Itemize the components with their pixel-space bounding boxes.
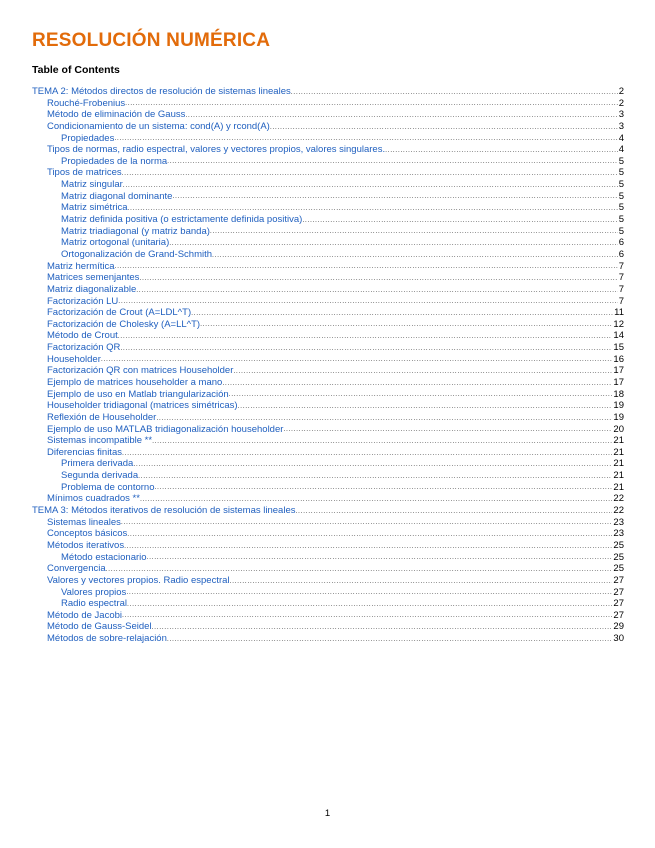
- toc-leader-dots: [152, 622, 613, 633]
- toc-entry-title[interactable]: Matriz triadiagonal (y matriz banda): [61, 225, 210, 237]
- toc-entry-title[interactable]: Matriz definida positiva (o estrictamente definida positiva): [61, 214, 303, 226]
- toc-entry-title[interactable]: Matrices semenjantes: [47, 272, 140, 284]
- toc-entry-title[interactable]: Reflexión de Householder: [47, 411, 157, 423]
- toc-leader-dots: [222, 378, 612, 389]
- toc-entry-page[interactable]: 3: [618, 109, 624, 121]
- toc-leader-dots: [210, 226, 618, 237]
- toc-leader-dots: [127, 599, 612, 610]
- toc-entry[interactable]: [32, 621, 624, 633]
- toc-entry-title[interactable]: Propiedades: [61, 132, 115, 144]
- toc-leader-dots: [115, 261, 618, 272]
- toc-entry-page[interactable]: 14: [613, 330, 624, 342]
- toc-entry[interactable]: [32, 563, 624, 575]
- toc-entry-title[interactable]: Método estacionario: [61, 551, 147, 563]
- toc-entry-page[interactable]: 25: [613, 563, 624, 575]
- toc-entry-title[interactable]: Matriz diagonalizable: [47, 283, 137, 295]
- toc-entry-title[interactable]: Primera derivada: [61, 458, 134, 470]
- toc-leader-dots: [125, 98, 618, 109]
- toc-leader-dots: [229, 389, 613, 400]
- toc-entry-title[interactable]: Mínimos cuadrados **: [47, 493, 140, 505]
- table-of-contents: [32, 86, 624, 645]
- toc-entry-page[interactable]: 5: [618, 179, 624, 191]
- toc-entry[interactable]: [32, 587, 624, 599]
- toc-entry-title[interactable]: Ejemplo de uso MATLAB tridiagonalización householder: [47, 423, 284, 435]
- toc-entry[interactable]: [32, 191, 624, 203]
- toc-entry[interactable]: [32, 307, 624, 319]
- toc-entry-page[interactable]: 23: [613, 528, 624, 540]
- toc-entry-page[interactable]: 19: [613, 411, 624, 423]
- toc-entry[interactable]: [32, 167, 624, 179]
- toc-entry-title[interactable]: Ejemplo de matrices householder a mano: [47, 377, 223, 388]
- toc-entry[interactable]: [32, 144, 624, 156]
- toc-entry-page[interactable]: 16: [613, 353, 624, 365]
- toc-entry-page[interactable]: 30: [613, 633, 624, 645]
- toc-entry[interactable]: [32, 296, 624, 308]
- toc-entry-page[interactable]: 5: [618, 167, 624, 179]
- toc-leader-dots: [140, 494, 612, 505]
- toc-leader-dots: [169, 238, 617, 249]
- toc-entry-page[interactable]: 7: [618, 260, 624, 272]
- toc-entry-page[interactable]: 21: [613, 435, 624, 447]
- toc-entry[interactable]: [32, 517, 624, 529]
- toc-entry-title[interactable]: Método de eliminación de Gauss: [47, 109, 186, 121]
- toc-entry-title[interactable]: Factorización de Cholesky (A=LL^T): [47, 318, 201, 330]
- document-title: RESOLUCIÓN NUMÉRICA: [32, 30, 271, 51]
- toc-entry[interactable]: [32, 284, 624, 296]
- toc-entry-page[interactable]: 15: [613, 342, 624, 354]
- toc-entry[interactable]: [32, 470, 624, 482]
- toc-entry-title[interactable]: Condicionamiento de un sistema: cond(A) y rcond(A): [47, 120, 270, 132]
- toc-leader-dots: [122, 168, 618, 179]
- toc-leader-dots: [167, 634, 613, 645]
- toc-entry-title[interactable]: Ortogonalización de Grand-Schmith: [61, 248, 213, 260]
- toc-entry-title[interactable]: Tipos de normas, radio espectral, valores y vectores propios, valores singulares.: [47, 144, 386, 156]
- toc-entry-title[interactable]: Matriz ortogonal (unitaria): [61, 237, 170, 249]
- toc-entry[interactable]: [32, 319, 624, 331]
- toc-entry-title[interactable]: Rouché-Frobenius: [47, 97, 126, 109]
- toc-entry[interactable]: [32, 505, 624, 517]
- toc-leader-dots: [167, 156, 618, 167]
- toc-entry[interactable]: [32, 226, 624, 238]
- toc-entry-title[interactable]: Matriz diagonal dominante: [61, 190, 173, 202]
- toc-entry-page[interactable]: 6: [618, 237, 624, 249]
- toc-entry[interactable]: [32, 365, 624, 377]
- toc-entry[interactable]: [32, 86, 624, 98]
- toc-leader-dots: [200, 319, 612, 330]
- toc-entry-title[interactable]: Métodos iterativos: [47, 539, 125, 551]
- toc-leader-dots: [302, 215, 617, 226]
- toc-leader-dots: [124, 541, 612, 552]
- toc-entry-title[interactable]: Métodos de sobre-relajación: [47, 633, 167, 645]
- toc-heading: Table of Contents: [32, 64, 120, 76]
- toc-entry[interactable]: [32, 493, 624, 505]
- toc-entry[interactable]: [32, 133, 624, 145]
- toc-entry[interactable]: [32, 214, 624, 226]
- toc-entry-page[interactable]: 20: [613, 423, 624, 435]
- toc-entry-title[interactable]: Sistemas incompatible **: [47, 435, 153, 447]
- toc-entry[interactable]: [32, 377, 624, 389]
- toc-entry-page[interactable]: 17: [613, 377, 624, 388]
- toc-entry[interactable]: [32, 482, 624, 494]
- toc-leader-dots: [233, 366, 612, 377]
- toc-leader-dots: [156, 413, 612, 424]
- toc-leader-dots: [118, 296, 617, 307]
- toc-leader-dots: [230, 576, 613, 587]
- toc-entry[interactable]: [32, 575, 624, 587]
- toc-leader-dots: [133, 459, 612, 470]
- toc-entry-title[interactable]: Método de Jacobi: [47, 609, 122, 621]
- toc-entry-title[interactable]: Propiedades de la norma: [61, 155, 168, 167]
- toc-entry-page[interactable]: 29: [613, 621, 624, 633]
- toc-entry-title[interactable]: Ejemplo de uso en Matlab triangularización: [47, 388, 229, 400]
- toc-leader-dots: [212, 250, 618, 261]
- toc-leader-dots: [147, 552, 613, 563]
- toc-entry[interactable]: [32, 552, 624, 564]
- toc-entry[interactable]: [32, 400, 624, 412]
- toc-leader-dots: [283, 424, 612, 435]
- toc-entry-title[interactable]: Valores y vectores propios. Radio espectral: [47, 574, 230, 586]
- toc-entry-title[interactable]: Matriz simétrica: [61, 202, 128, 214]
- toc-entry[interactable]: [32, 261, 624, 273]
- toc-entry[interactable]: [32, 98, 624, 110]
- toc-leader-dots: [385, 145, 618, 156]
- toc-entry-title[interactable]: Conceptos básicos: [47, 528, 128, 540]
- toc-entry-title[interactable]: Factorización QR con matrices Householder: [47, 365, 234, 377]
- toc-leader-dots: [118, 331, 613, 342]
- toc-entry[interactable]: [32, 459, 624, 471]
- toc-entry-title[interactable]: Radio espectral: [61, 598, 128, 610]
- toc-entry-page[interactable]: 4: [618, 144, 624, 156]
- toc-leader-dots: [296, 506, 613, 517]
- toc-entry-page[interactable]: 27: [613, 609, 624, 621]
- toc-entry-page[interactable]: 17: [613, 365, 624, 377]
- toc-entry-page[interactable]: 21: [613, 446, 624, 458]
- toc-leader-dots: [172, 191, 617, 202]
- toc-leader-dots: [106, 564, 613, 575]
- toc-entry-page[interactable]: 3: [618, 120, 624, 132]
- toc-entry[interactable]: [32, 540, 624, 552]
- toc-entry-title[interactable]: Valores propios: [61, 586, 127, 598]
- toc-entry-title[interactable]: Factorización QR: [47, 342, 121, 354]
- toc-entry-page[interactable]: 12: [613, 318, 624, 330]
- toc-entry[interactable]: [32, 272, 624, 284]
- toc-entry-page[interactable]: 21: [613, 458, 624, 470]
- toc-entry-page[interactable]: 5: [618, 225, 624, 237]
- toc-entry-page[interactable]: 5: [618, 190, 624, 202]
- toc-leader-dots: [121, 517, 613, 528]
- toc-leader-dots: [126, 587, 612, 598]
- toc-entry-page[interactable]: 2: [618, 97, 624, 109]
- toc-entry-title[interactable]: Matriz singular: [61, 179, 123, 191]
- toc-leader-dots: [238, 401, 613, 412]
- toc-entry-title[interactable]: Problema de contorno: [61, 481, 155, 493]
- toc-entry[interactable]: [32, 610, 624, 622]
- toc-entry-page[interactable]: 25: [613, 551, 624, 563]
- toc-entry[interactable]: [32, 249, 624, 261]
- toc-entry-title[interactable]: Householder: [47, 353, 101, 365]
- toc-entry[interactable]: [32, 237, 624, 249]
- toc-entry[interactable]: [32, 424, 624, 436]
- toc-leader-dots: [270, 122, 618, 133]
- toc-entry[interactable]: [32, 342, 624, 354]
- toc-entry-title[interactable]: Diferencias finitas: [47, 446, 122, 458]
- toc-leader-dots: [122, 448, 612, 459]
- toc-entry-page[interactable]: 7: [618, 283, 624, 295]
- toc-entry-page[interactable]: 11: [614, 307, 624, 319]
- toc-entry[interactable]: [32, 179, 624, 191]
- toc-entry-page[interactable]: 27: [613, 598, 624, 610]
- toc-leader-dots: [128, 203, 618, 214]
- toc-entry-page[interactable]: 23: [613, 516, 624, 528]
- toc-entry[interactable]: [32, 528, 624, 540]
- toc-leader-dots: [291, 87, 618, 98]
- toc-entry[interactable]: [32, 202, 624, 214]
- page-number: 1: [324, 808, 331, 819]
- toc-leader-dots: [191, 308, 613, 319]
- toc-leader-dots: [152, 436, 612, 447]
- toc-entry-title[interactable]: Matriz hermítica: [47, 260, 115, 272]
- toc-entry[interactable]: [32, 412, 624, 424]
- toc-leader-dots: [120, 343, 612, 354]
- toc-entry-page[interactable]: 7: [618, 295, 624, 307]
- toc-leader-dots: [101, 354, 613, 365]
- toc-entry-title[interactable]: Factorización de Crout (A=LDL^T): [47, 307, 192, 319]
- toc-entry-page[interactable]: 21: [613, 470, 624, 482]
- toc-leader-dots: [127, 529, 612, 540]
- toc-entry-page[interactable]: 5: [618, 155, 624, 167]
- toc-leader-dots: [136, 285, 617, 296]
- toc-entry-page[interactable]: 6: [618, 248, 624, 260]
- toc-entry-page[interactable]: 2: [618, 85, 624, 97]
- toc-leader-dots: [139, 273, 617, 284]
- toc-entry-title[interactable]: TEMA 2: Métodos directos de resolución de sistemas lineales: [32, 85, 291, 97]
- toc-entry-title[interactable]: Tipos de matrices: [47, 167, 122, 179]
- toc-entry-page[interactable]: 5: [618, 214, 624, 226]
- toc-entry-title[interactable]: Factorización LU: [47, 295, 119, 307]
- toc-entry-title[interactable]: Sistemas lineales: [47, 516, 121, 528]
- toc-entry-title[interactable]: Householder tridiagonal (matrices simétricas): [47, 400, 238, 412]
- toc-entry-page[interactable]: 27: [613, 574, 624, 586]
- toc-entry-title[interactable]: Segunda derivada: [61, 470, 139, 482]
- toc-entry-page[interactable]: 25: [613, 539, 624, 551]
- toc-entry-title[interactable]: Método de Crout: [47, 330, 118, 342]
- toc-entry[interactable]: [32, 435, 624, 447]
- toc-entry[interactable]: [32, 330, 624, 342]
- toc-entry-page[interactable]: 19: [613, 400, 624, 412]
- toc-entry[interactable]: [32, 389, 624, 401]
- toc-entry-title[interactable]: Convergencia: [47, 563, 106, 575]
- toc-entry-page[interactable]: 7: [618, 272, 624, 284]
- toc-entry-page[interactable]: 4: [618, 132, 624, 144]
- toc-entry-page[interactable]: 22: [613, 493, 624, 505]
- toc-leader-dots: [114, 133, 617, 144]
- toc-entry-title[interactable]: TEMA 3: Métodos iterativos de resolución de sistemas lineales: [32, 505, 296, 517]
- toc-leader-dots: [122, 610, 612, 621]
- toc-leader-dots: [154, 482, 612, 493]
- toc-entry-page[interactable]: 22: [613, 505, 624, 517]
- toc-entry[interactable]: [32, 447, 624, 459]
- toc-entry-title[interactable]: Método de Gauss-Seidel: [47, 621, 152, 633]
- toc-leader-dots: [123, 180, 618, 191]
- toc-entry-page[interactable]: 27: [613, 586, 624, 598]
- toc-entry[interactable]: [32, 633, 624, 645]
- toc-entry[interactable]: [32, 598, 624, 610]
- toc-entry[interactable]: [32, 109, 624, 121]
- toc-leader-dots: [185, 110, 617, 121]
- toc-entry[interactable]: [32, 121, 624, 133]
- toc-entry-page[interactable]: 5: [618, 202, 624, 214]
- toc-entry[interactable]: [32, 354, 624, 366]
- toc-entry-page[interactable]: 18: [613, 388, 624, 400]
- toc-leader-dots: [138, 471, 612, 482]
- toc-entry[interactable]: [32, 156, 624, 168]
- toc-entry-page[interactable]: 21: [613, 481, 624, 493]
